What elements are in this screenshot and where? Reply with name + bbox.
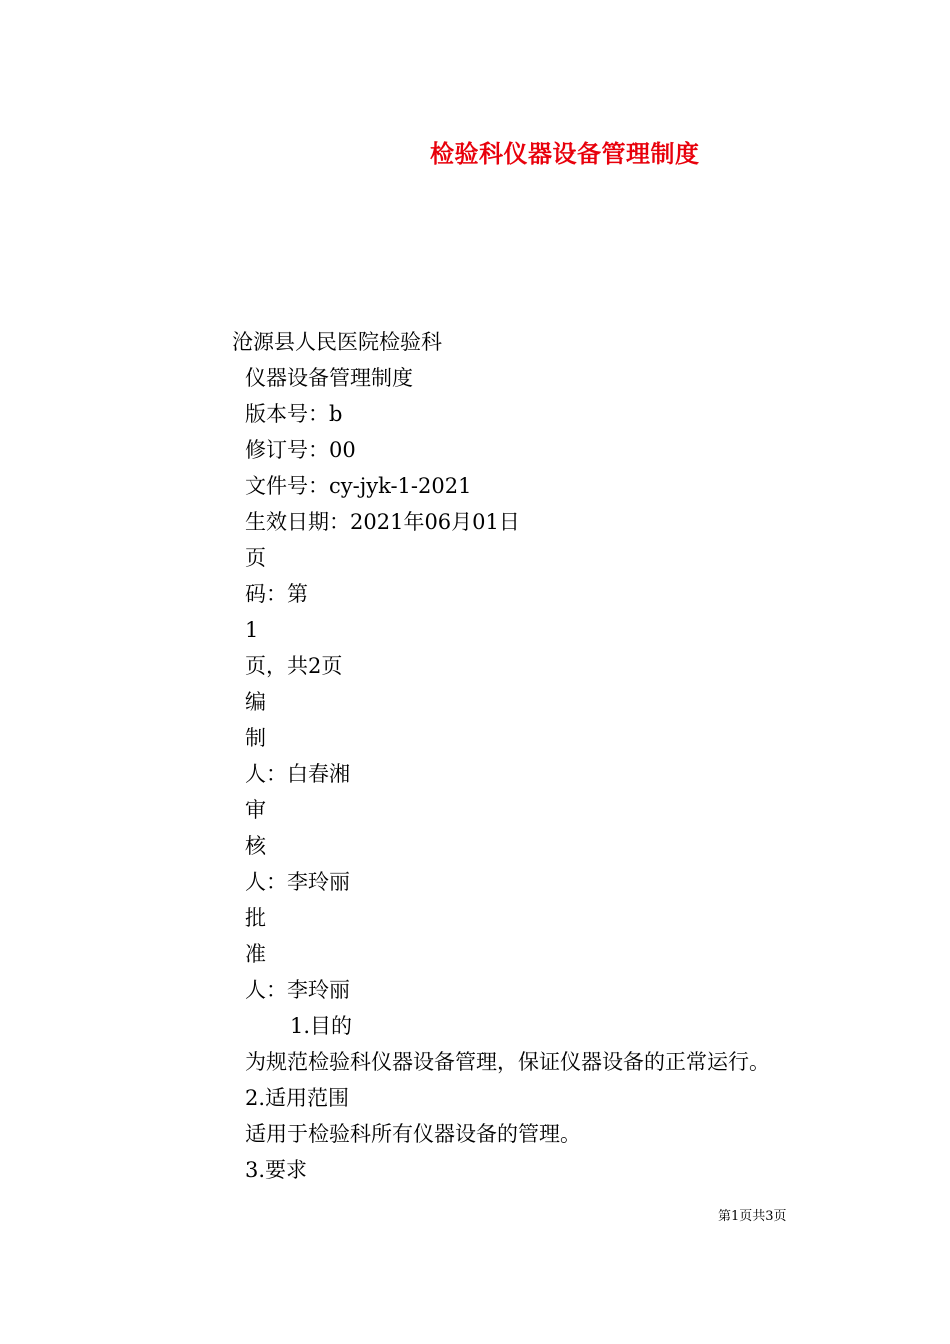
- section-requirements-heading: 3.要求: [245, 1158, 308, 1182]
- compiler-name: 人：白春湘: [245, 762, 350, 786]
- reviewer-label-2: 核: [245, 834, 266, 858]
- file-number: 文件号：cy-jyk-1-2021: [245, 474, 472, 498]
- page-label-3: 1: [245, 618, 259, 642]
- compiler-label-1: 编: [245, 690, 266, 714]
- approver-name: 人：李玲丽: [245, 978, 350, 1002]
- page-label-1: 页: [245, 546, 266, 570]
- version-number: 版本号：b: [245, 402, 343, 426]
- document-name: 仪器设备管理制度: [245, 366, 413, 390]
- reviewer-name: 人：李玲丽: [245, 870, 350, 894]
- compiler-label-2: 制: [245, 726, 266, 750]
- revision-number: 修订号：00: [245, 438, 356, 462]
- page-label-2: 码：第: [245, 582, 308, 606]
- reviewer-label-1: 审: [245, 798, 266, 822]
- approver-label-1: 批: [245, 906, 266, 930]
- hospital-department: 沧源县人民医院检验科: [232, 330, 442, 354]
- approver-label-2: 准: [245, 942, 266, 966]
- page-footer: 第1页共3页: [718, 1209, 787, 1224]
- section-scope-body: 适用于检验科所有仪器设备的管理。: [245, 1122, 581, 1146]
- page-label-4: 页，共2页: [245, 654, 343, 678]
- section-purpose-body: 为规范检验科仪器设备管理，保证仪器设备的正常运行。: [245, 1050, 770, 1074]
- section-purpose-heading: 1.目的: [290, 1014, 353, 1038]
- section-scope-heading: 2.适用范围: [245, 1086, 350, 1110]
- document-title: 检验科仪器设备管理制度: [430, 140, 700, 168]
- effective-date: 生效日期：2021年06月01日: [245, 510, 520, 534]
